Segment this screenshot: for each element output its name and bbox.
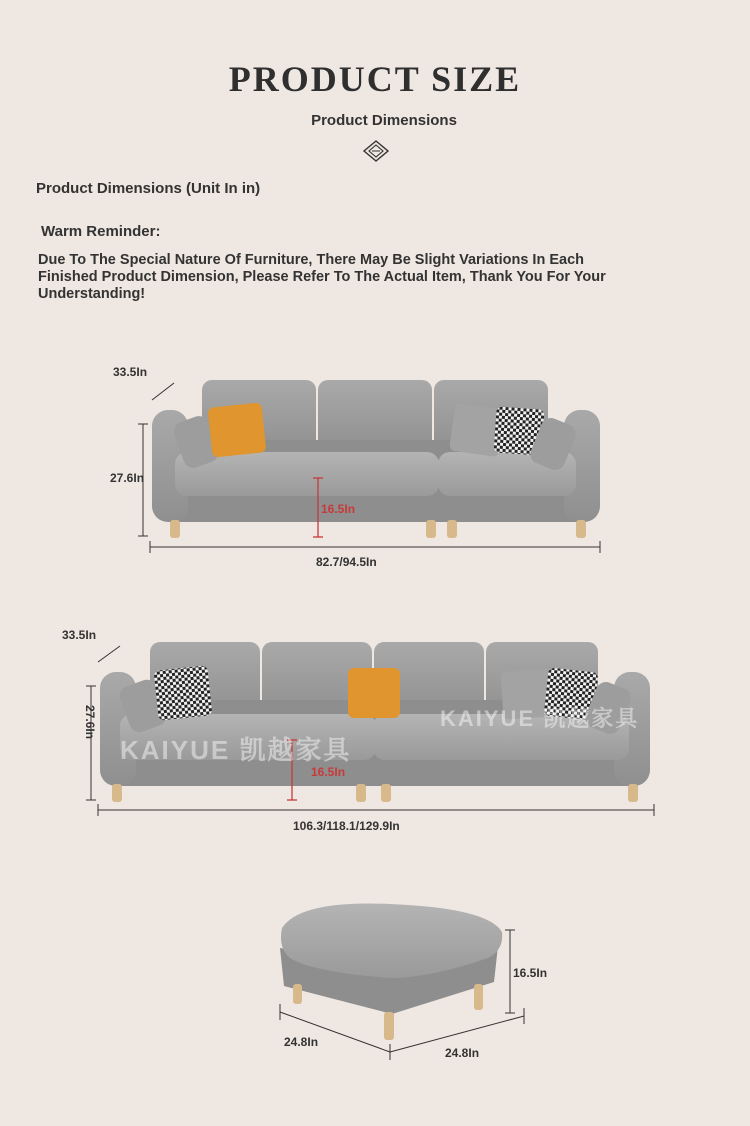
page-title: PRODUCT SIZE — [228, 59, 522, 99]
brand-watermark: KAIYUE 凯越家具 — [440, 706, 640, 731]
sofa-leg — [381, 784, 391, 802]
sofa-leg — [628, 784, 638, 802]
orange-pillow — [348, 668, 400, 718]
ottoman-width-label: 24.8In — [445, 1046, 480, 1060]
sofa-small-depth-label: 33.5In — [113, 365, 148, 379]
sofa-leg — [356, 784, 366, 802]
units-note: Product Dimensions (Unit In in) — [36, 180, 261, 197]
sofa-large-seat-height-label: 16.5In — [311, 765, 346, 779]
sofa-small-width-label: 82.7/94.5In — [316, 555, 377, 569]
sofa-leg — [170, 520, 180, 538]
brand-watermark: KAIYUE 凯越家具 — [120, 735, 352, 765]
ottoman-leg — [384, 1012, 394, 1040]
reminder-title: Warm Reminder: — [41, 223, 161, 240]
checkered-pillow — [154, 665, 213, 720]
reminder-body: Due To The Special Nature Of Furniture, There May Be Slight Variations In Each Finished Product Dimension, Please Refer To The Actual Item, Thank You For Your Understanding! — [38, 252, 606, 302]
sofa-leg — [112, 784, 122, 802]
sofa-large-height-label: 27.6In — [83, 704, 98, 740]
section-subtitle: Product Dimensions — [311, 112, 457, 129]
ottoman-height-label: 16.5In — [513, 966, 548, 980]
sofa-large-width-label: 106.3/118.1/129.9In — [293, 819, 400, 833]
sofa-small-height-label: 27.6In — [110, 471, 145, 485]
sofa-leg — [426, 520, 436, 538]
ottoman-leg — [293, 984, 302, 1004]
ottoman-depth-label: 24.8In — [284, 1035, 319, 1049]
sofa-leg — [447, 520, 457, 538]
sofa-small-seat-height-label: 16.5In — [321, 502, 356, 516]
orange-pillow — [208, 402, 267, 457]
sofa-leg — [576, 520, 586, 538]
sofa-large-depth-label: 33.5In — [62, 628, 97, 642]
ottoman-leg — [474, 984, 483, 1010]
